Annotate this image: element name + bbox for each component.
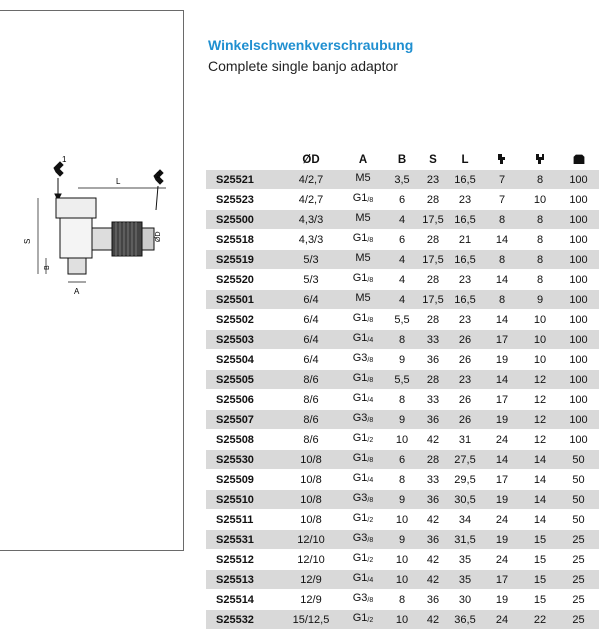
- col-wrench-1: [482, 149, 522, 170]
- cell-wrench-2: 22: [522, 610, 558, 630]
- cell-l: 23: [448, 370, 482, 390]
- cell-wrench-2: 12: [522, 430, 558, 450]
- cell-thread: $G1_{/2}$: [340, 610, 386, 630]
- thread-fraction: /8: [367, 497, 374, 504]
- cell-s: 36: [418, 590, 448, 610]
- cell-diameter: 4/2,7: [282, 190, 340, 210]
- cell-wrench-1: 19: [482, 590, 522, 610]
- cell-diameter: 4/2,7: [282, 170, 340, 190]
- thread-fraction: /8: [367, 537, 374, 544]
- thread-fraction: /4: [367, 577, 374, 584]
- cell-b: 6: [386, 230, 418, 250]
- cell-thread: $G1_{/8}$: [340, 450, 386, 470]
- cell-quantity: 50: [558, 510, 599, 530]
- cell-wrench-1: 14: [482, 450, 522, 470]
- thread-fraction: /8: [367, 457, 374, 464]
- cell-wrench-1: 19: [482, 410, 522, 430]
- cell-b: 5,5: [386, 310, 418, 330]
- table-row: [206, 190, 599, 210]
- cell-thread: $G1_{/4}$: [340, 330, 386, 350]
- cell-l: 35: [448, 570, 482, 590]
- cell-quantity: 100: [558, 370, 599, 390]
- table-row: [206, 310, 599, 330]
- wrench-2-icon: [534, 153, 546, 165]
- cell-diameter: 12/10: [282, 550, 340, 570]
- cell-s: 42: [418, 430, 448, 450]
- cell-s: 17,5: [418, 250, 448, 270]
- cell-wrench-2: 9: [522, 290, 558, 310]
- spec-table-header: [206, 149, 599, 170]
- cell-quantity: 100: [558, 410, 599, 430]
- cell-diameter: 6/4: [282, 310, 340, 330]
- product-title-german: Winkelschwenkverschraubung: [208, 37, 414, 53]
- table-row: [206, 330, 599, 350]
- table-row: [206, 230, 599, 250]
- table-row: [206, 470, 599, 490]
- cell-l: 16,5: [448, 290, 482, 310]
- cell-code: S25512: [206, 550, 282, 570]
- table-row: [206, 530, 599, 550]
- cell-code: S25531: [206, 530, 282, 550]
- cell-quantity: 100: [558, 390, 599, 410]
- cell-diameter: 6/4: [282, 290, 340, 310]
- spec-table: [206, 149, 599, 630]
- cell-l: 23: [448, 190, 482, 210]
- cell-wrench-2: 14: [522, 510, 558, 530]
- cell-diameter: 4,3/3: [282, 210, 340, 230]
- cell-thread: $G1_{/8}$: [340, 310, 386, 330]
- cell-s: 28: [418, 370, 448, 390]
- cell-thread: $G1_{/4}$: [340, 470, 386, 490]
- cell-wrench-1: 7: [482, 190, 522, 210]
- table-row: [206, 610, 599, 630]
- cell-quantity: 100: [558, 230, 599, 250]
- cell-quantity: 100: [558, 190, 599, 210]
- product-title-english: Complete single banjo adaptor: [208, 58, 398, 74]
- banjo-adaptor-drawing: [16, 150, 186, 300]
- table-row: [206, 490, 599, 510]
- thread-fraction: /8: [367, 317, 374, 324]
- cell-wrench-1: 7: [482, 170, 522, 190]
- thread-fraction: /8: [367, 357, 374, 364]
- cell-wrench-2: 15: [522, 550, 558, 570]
- col-b: B: [397, 153, 407, 166]
- cell-diameter: 5/3: [282, 270, 340, 290]
- cell-thread: $G3_{/8}$: [340, 490, 386, 510]
- cell-s: 28: [418, 310, 448, 330]
- cell-diameter: 8/6: [282, 370, 340, 390]
- cell-b: 8: [386, 330, 418, 350]
- cell-wrench-1: 14: [482, 310, 522, 330]
- cell-thread: $G1_{/8}$: [340, 230, 386, 250]
- cell-l: 26: [448, 350, 482, 370]
- cell-quantity: 100: [558, 270, 599, 290]
- cell-wrench-2: 14: [522, 470, 558, 490]
- cell-l: 21: [448, 230, 482, 250]
- cell-wrench-1: 14: [482, 230, 522, 250]
- cell-diameter: 6/4: [282, 350, 340, 370]
- cell-s: 36: [418, 350, 448, 370]
- cell-code: S25510: [206, 490, 282, 510]
- cell-thread: $G1_{/4}$: [340, 390, 386, 410]
- cell-quantity: 25: [558, 550, 599, 570]
- cell-b: 10: [386, 430, 418, 450]
- cell-wrench-1: 24: [482, 610, 522, 630]
- cell-wrench-2: 8: [522, 210, 558, 230]
- cell-wrench-1: 17: [482, 470, 522, 490]
- cell-b: 10: [386, 610, 418, 630]
- cell-wrench-1: 14: [482, 270, 522, 290]
- cell-diameter: 10/8: [282, 510, 340, 530]
- table-row: [206, 350, 599, 370]
- cell-quantity: 25: [558, 590, 599, 610]
- wrench-1-marker-icon: [54, 162, 63, 200]
- cell-wrench-1: 17: [482, 330, 522, 350]
- cell-s: 36: [418, 410, 448, 430]
- thread-fraction: /2: [367, 517, 374, 524]
- cell-wrench-2: 12: [522, 370, 558, 390]
- cell-thread: M5: [340, 170, 386, 190]
- cell-quantity: 25: [558, 610, 599, 630]
- cell-wrench-2: 8: [522, 230, 558, 250]
- cell-diameter: 12/10: [282, 530, 340, 550]
- cell-code: S25500: [206, 210, 282, 230]
- cell-code: S25507: [206, 410, 282, 430]
- cell-diameter: 8/6: [282, 390, 340, 410]
- cell-wrench-2: 8: [522, 170, 558, 190]
- cell-l: 23: [448, 270, 482, 290]
- cell-b: 10: [386, 570, 418, 590]
- cell-diameter: 5/3: [282, 250, 340, 270]
- cell-wrench-2: 10: [522, 350, 558, 370]
- cell-b: 9: [386, 490, 418, 510]
- cell-quantity: 100: [558, 310, 599, 330]
- cell-b: 9: [386, 350, 418, 370]
- table-row: [206, 250, 599, 270]
- cell-s: 23: [418, 170, 448, 190]
- drawing-label-2: 2: [156, 171, 161, 180]
- col-s: S: [429, 153, 437, 166]
- table-row: [206, 570, 599, 590]
- cell-b: 10: [386, 550, 418, 570]
- cell-code: S25514: [206, 590, 282, 610]
- cell-wrench-2: 10: [522, 330, 558, 350]
- table-row: [206, 450, 599, 470]
- thread-fraction: /8: [367, 417, 374, 424]
- col-code: [206, 149, 282, 170]
- cell-wrench-2: 10: [522, 190, 558, 210]
- cell-s: 17,5: [418, 210, 448, 230]
- drawing-label-L: L: [116, 177, 121, 186]
- cell-l: 30,5: [448, 490, 482, 510]
- thread-fraction: /8: [367, 237, 374, 244]
- cell-s: 36: [418, 530, 448, 550]
- cell-quantity: 100: [558, 330, 599, 350]
- cell-thread: $G3_{/8}$: [340, 410, 386, 430]
- cell-wrench-2: 12: [522, 410, 558, 430]
- cell-wrench-1: 8: [482, 210, 522, 230]
- cell-thread: $G3_{/8}$: [340, 530, 386, 550]
- cell-l: 26: [448, 330, 482, 350]
- cell-l: 30: [448, 590, 482, 610]
- cell-wrench-2: 14: [522, 450, 558, 470]
- cell-b: 6: [386, 450, 418, 470]
- table-row: [206, 290, 599, 310]
- cell-s: 42: [418, 570, 448, 590]
- table-row: [206, 270, 599, 290]
- cell-code: S25532: [206, 610, 282, 630]
- drawing-label-D: ØD: [155, 231, 162, 242]
- col-l: L: [461, 153, 469, 166]
- cell-b: 4: [386, 250, 418, 270]
- cell-b: 4: [386, 290, 418, 310]
- cell-code: S25530: [206, 450, 282, 470]
- cell-wrench-2: 12: [522, 390, 558, 410]
- cell-code: S25501: [206, 290, 282, 310]
- cell-code: S25502: [206, 310, 282, 330]
- table-row: [206, 390, 599, 410]
- wrench-1-icon: [496, 153, 508, 165]
- table-row: [206, 370, 599, 390]
- cell-diameter: 10/8: [282, 450, 340, 470]
- cell-l: 26: [448, 390, 482, 410]
- cell-s: 28: [418, 230, 448, 250]
- cell-quantity: 100: [558, 430, 599, 450]
- cell-wrench-2: 15: [522, 570, 558, 590]
- cell-thread: M5: [340, 210, 386, 230]
- thread-fraction: /2: [367, 557, 374, 564]
- cell-quantity: 50: [558, 490, 599, 510]
- cell-thread: M5: [340, 250, 386, 270]
- cell-thread: $G3_{/8}$: [340, 590, 386, 610]
- cell-quantity: 100: [558, 350, 599, 370]
- cell-code: S25503: [206, 330, 282, 350]
- thread-fraction: /2: [367, 617, 374, 624]
- col-thread: A: [358, 153, 368, 166]
- cell-diameter: 10/8: [282, 490, 340, 510]
- table-row: [206, 510, 599, 530]
- cell-code: S25509: [206, 470, 282, 490]
- cell-s: 33: [418, 330, 448, 350]
- box-icon: [573, 154, 585, 164]
- cell-l: 35: [448, 550, 482, 570]
- drawing-label-S: S: [23, 238, 32, 244]
- cell-code: S25521: [206, 170, 282, 190]
- cell-wrench-1: 8: [482, 250, 522, 270]
- table-row: [206, 170, 599, 190]
- table-row: [206, 210, 599, 230]
- cell-wrench-1: 17: [482, 390, 522, 410]
- cell-s: 28: [418, 190, 448, 210]
- cell-wrench-1: 17: [482, 570, 522, 590]
- col-diameter: ØD: [302, 153, 320, 166]
- cell-l: 26: [448, 410, 482, 430]
- cell-wrench-1: 19: [482, 530, 522, 550]
- cell-thread: $G1_{/2}$: [340, 550, 386, 570]
- thread-fraction: /8: [367, 277, 374, 284]
- cell-wrench-2: 8: [522, 250, 558, 270]
- cell-code: S25508: [206, 430, 282, 450]
- cell-b: 9: [386, 530, 418, 550]
- drawing-label-1: 1: [62, 155, 67, 164]
- cell-s: 28: [418, 270, 448, 290]
- cell-quantity: 25: [558, 570, 599, 590]
- cell-diameter: 10/8: [282, 470, 340, 490]
- cell-diameter: 6/4: [282, 330, 340, 350]
- cell-code: S25504: [206, 350, 282, 370]
- col-quantity: [558, 149, 599, 170]
- cell-thread: $G1_{/4}$: [340, 570, 386, 590]
- cell-wrench-1: 8: [482, 290, 522, 310]
- cell-l: 36,5: [448, 610, 482, 630]
- cell-quantity: 50: [558, 470, 599, 490]
- cell-l: 16,5: [448, 250, 482, 270]
- cell-quantity: 25: [558, 530, 599, 550]
- cell-s: 42: [418, 550, 448, 570]
- cell-wrench-2: 8: [522, 270, 558, 290]
- table-row: [206, 590, 599, 610]
- cell-l: 29,5: [448, 470, 482, 490]
- table-row: [206, 430, 599, 450]
- cell-l: 23: [448, 310, 482, 330]
- cell-wrench-2: 10: [522, 310, 558, 330]
- cell-thread: $G1_{/8}$: [340, 190, 386, 210]
- cell-diameter: 8/6: [282, 430, 340, 450]
- cell-s: 42: [418, 510, 448, 530]
- cell-b: 10: [386, 510, 418, 530]
- cell-l: 34: [448, 510, 482, 530]
- cell-code: S25523: [206, 190, 282, 210]
- cell-b: 3,5: [386, 170, 418, 190]
- cell-quantity: 50: [558, 450, 599, 470]
- cell-quantity: 100: [558, 250, 599, 270]
- cell-code: S25505: [206, 370, 282, 390]
- cell-b: 5,5: [386, 370, 418, 390]
- cell-s: 42: [418, 610, 448, 630]
- cell-code: S25519: [206, 250, 282, 270]
- cell-s: 28: [418, 450, 448, 470]
- drawing-label-B: B: [44, 265, 51, 270]
- cell-s: 17,5: [418, 290, 448, 310]
- cell-quantity: 100: [558, 290, 599, 310]
- cell-diameter: 12/9: [282, 570, 340, 590]
- cell-quantity: 100: [558, 210, 599, 230]
- cell-wrench-2: 15: [522, 530, 558, 550]
- cell-b: 4: [386, 270, 418, 290]
- cell-wrench-2: 15: [522, 590, 558, 610]
- cell-wrench-1: 14: [482, 370, 522, 390]
- cell-l: 16,5: [448, 170, 482, 190]
- cell-diameter: 12/9: [282, 590, 340, 610]
- cell-code: S25518: [206, 230, 282, 250]
- cell-wrench-1: 24: [482, 550, 522, 570]
- cell-diameter: 4,3/3: [282, 230, 340, 250]
- cell-s: 36: [418, 490, 448, 510]
- cell-b: 8: [386, 470, 418, 490]
- cell-wrench-1: 24: [482, 430, 522, 450]
- cell-code: S25520: [206, 270, 282, 290]
- cell-wrench-1: 19: [482, 490, 522, 510]
- cell-code: S25511: [206, 510, 282, 530]
- cell-quantity: 100: [558, 170, 599, 190]
- cell-l: 27,5: [448, 450, 482, 470]
- cell-thread: M5: [340, 290, 386, 310]
- cell-code: S25513: [206, 570, 282, 590]
- table-row: [206, 410, 599, 430]
- cell-b: 9: [386, 410, 418, 430]
- thread-fraction: /4: [367, 337, 374, 344]
- thread-fraction: /8: [367, 597, 374, 604]
- cell-l: 31: [448, 430, 482, 450]
- cell-l: 31,5: [448, 530, 482, 550]
- thread-fraction: /4: [367, 397, 374, 404]
- thread-fraction: /8: [367, 377, 374, 384]
- cell-diameter: 8/6: [282, 410, 340, 430]
- cell-thread: $G1_{/8}$: [340, 270, 386, 290]
- cell-diameter: 15/12,5: [282, 610, 340, 630]
- thread-fraction: /8: [367, 197, 374, 204]
- cell-thread: $G1_{/8}$: [340, 370, 386, 390]
- cell-b: 8: [386, 390, 418, 410]
- cell-s: 33: [418, 390, 448, 410]
- cell-wrench-2: 14: [522, 490, 558, 510]
- cell-l: 16,5: [448, 210, 482, 230]
- cell-s: 33: [418, 470, 448, 490]
- thread-fraction: /4: [367, 477, 374, 484]
- cell-thread: $G3_{/8}$: [340, 350, 386, 370]
- cell-wrench-1: 24: [482, 510, 522, 530]
- col-wrench-2: [522, 149, 558, 170]
- cell-thread: $G1_{/2}$: [340, 510, 386, 530]
- drawing-label-A: A: [74, 287, 80, 296]
- cell-code: S25506: [206, 390, 282, 410]
- cell-b: 6: [386, 190, 418, 210]
- cell-wrench-1: 19: [482, 350, 522, 370]
- cell-b: 8: [386, 590, 418, 610]
- thread-fraction: /2: [367, 437, 374, 444]
- cell-b: 4: [386, 210, 418, 230]
- cell-thread: $G1_{/2}$: [340, 430, 386, 450]
